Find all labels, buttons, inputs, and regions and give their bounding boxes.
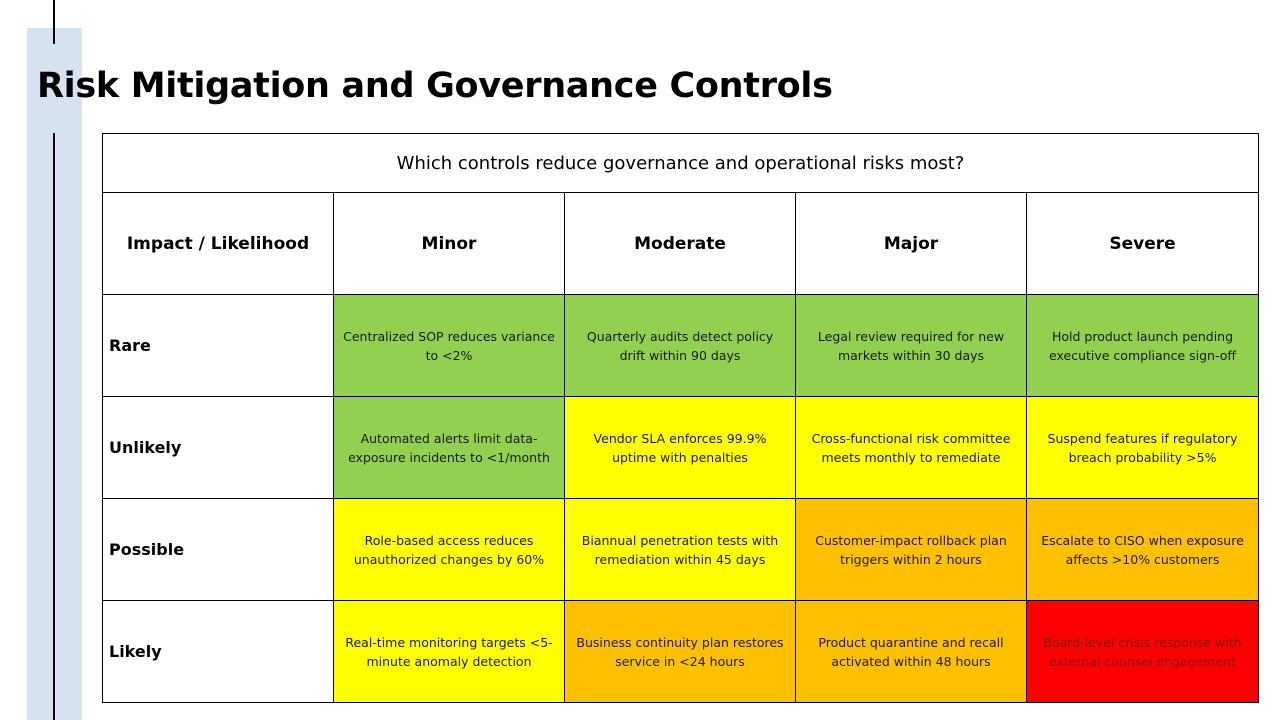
question-row	[103, 134, 1259, 193]
column-header-severe: Severe	[1027, 193, 1259, 295]
matrix-cell: Customer-impact rollback plan triggers within 2 hours	[796, 499, 1027, 601]
divider-line-top	[53, 0, 55, 44]
matrix-cell: Suspend features if regulatory breach probability >5%	[1027, 397, 1259, 499]
matrix-row-likely	[103, 601, 1259, 703]
matrix-cell: Automated alerts limit data-exposure incidents to <1/month	[334, 397, 565, 499]
matrix-cell: Biannual penetration tests with remediation within 45 days	[565, 499, 796, 601]
row-label-unlikely: Unlikely	[103, 397, 334, 499]
corner-label: Impact / Likelihood	[103, 193, 334, 295]
matrix-cell: Product quarantine and recall activated within 48 hours	[796, 601, 1027, 703]
matrix-row-possible	[103, 499, 1259, 601]
column-header-major: Major	[796, 193, 1027, 295]
matrix-row-unlikely	[103, 397, 1259, 499]
matrix-cell: Legal review required for new markets within 30 days	[796, 295, 1027, 397]
matrix-cell: Role-based access reduces unauthorized changes by 60%	[334, 499, 565, 601]
header-row	[103, 193, 1259, 295]
row-label-rare: Rare	[103, 295, 334, 397]
slide-title: Risk Mitigation and Governance Controls	[37, 66, 833, 106]
matrix-cell: Real-time monitoring targets <5-minute anomaly detection	[334, 601, 565, 703]
risk-matrix-table	[102, 133, 1259, 703]
matrix-cell: Vendor SLA enforces 99.9% uptime with penalties	[565, 397, 796, 499]
matrix-cell: Cross-functional risk committee meets monthly to remediate	[796, 397, 1027, 499]
matrix-cell: Quarterly audits detect policy drift within 90 days	[565, 295, 796, 397]
matrix-cell: Escalate to CISO when exposure affects >10% customers	[1027, 499, 1259, 601]
row-label-possible: Possible	[103, 499, 334, 601]
matrix-question: Which controls reduce governance and operational risks most?	[103, 134, 1259, 193]
row-label-likely: Likely	[103, 601, 334, 703]
column-header-minor: Minor	[334, 193, 565, 295]
matrix-cell: Hold product launch pending executive compliance sign-off	[1027, 295, 1259, 397]
matrix-cell: Centralized SOP reduces variance to <2%	[334, 295, 565, 397]
column-header-moderate: Moderate	[565, 193, 796, 295]
divider-line-left	[53, 133, 55, 720]
matrix-row-rare	[103, 295, 1259, 397]
matrix-cell: Business continuity plan restores service in <24 hours	[565, 601, 796, 703]
matrix-cell: Board-level crisis response with external counsel engagement	[1027, 601, 1259, 703]
